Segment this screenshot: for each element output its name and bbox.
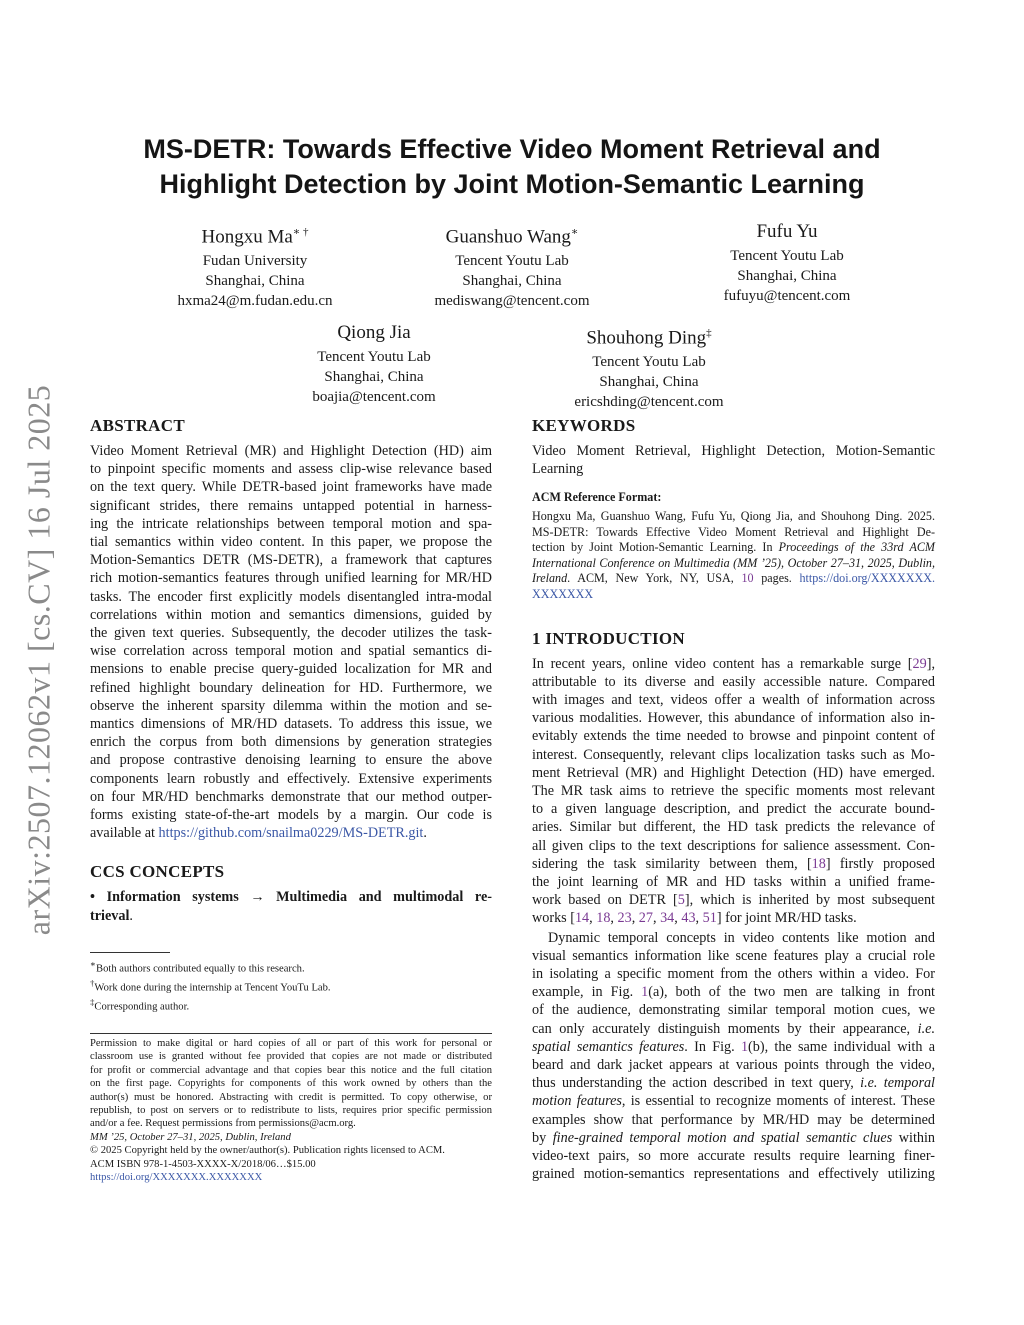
acm-ref-text: tection by Joint Motion-Semantic Learning. In [532, 540, 779, 555]
abstract-line: and propose contrastive denoising learning to ensure the above [90, 752, 492, 769]
author-affiliation: Tencent Youtu Lab [317, 349, 431, 365]
author-email[interactable]: mediswang@tencent.com [434, 293, 590, 310]
abstract-line: refined highlight boundary delineation for HD. Furthermore, we [90, 679, 492, 696]
abstract-line: mensions to enable precise query-guided localization for MR and [90, 661, 492, 678]
abstract-line: tasks. The encoder first explicitly models disentangled intra-modal [90, 588, 492, 605]
permission-rule [90, 1033, 492, 1034]
ccs-heading: CCS CONCEPTS [90, 862, 225, 882]
acm-ref-doi-link[interactable]: https://doi.org/XXXXXXX. [799, 571, 935, 586]
footnote-mark: ∗ [90, 959, 97, 969]
abstract-line: on four MR/HD benchmarks demonstrate that our method outper- [90, 788, 492, 805]
abstract-text: available at [90, 825, 159, 842]
permission-line: classroom use is granted without fee provided that copies are not made or distributed [90, 1051, 492, 1063]
permission-venue: MM ’25, October 27–31, 2025, Dublin, Ireland [90, 1131, 291, 1143]
footnote-mark: † [90, 977, 95, 988]
acm-ref-text: Proceedings of the 33rd ACM [778, 540, 935, 555]
title-line-2: Highlight Detection by Joint Motion-Semantic Learning [159, 169, 865, 199]
author-affiliation: Tencent Youtu Lab [455, 253, 569, 270]
acm-ref-doi-link-cont[interactable]: XXXXXXX [532, 586, 594, 601]
abstract-line: correlations within motion and semantics dimensions, guided by [90, 606, 492, 623]
acm-ref-line [532, 556, 935, 572]
footnote-text: Corresponding author. [94, 1001, 190, 1013]
footnote-text: Both authors contributed equally to this research. [96, 963, 305, 975]
intro-line: works [14, 18, 23, 27, 34, 43, 51] for joint MR/HD tasks. [532, 910, 857, 927]
acm-ref-text: . ACM, New York, NY, USA, [567, 571, 742, 586]
footnotes [90, 958, 492, 1014]
author-name: Qiong Jia [337, 322, 411, 343]
intro-line: examples show that performance by MR/HD may be determined [532, 1111, 935, 1128]
intro-line: visual semantics information like scene features play a crucial role [532, 947, 935, 964]
intro-line: with images and text, videos offer a wealth of information across [532, 691, 935, 708]
intro-line: thus understanding the action described in text query, i.e. temporal [532, 1075, 935, 1092]
author-location: Shanghai, China [599, 374, 699, 391]
intro-line: spatial semantics features. In Fig. 1(b), the same individual with a [532, 1038, 935, 1055]
intro-line: ment Retrieval (MR) and Highlight Detection (HD) have emerged. [532, 764, 935, 781]
intro-line: of the audience, demonstrating similar temporal motion cues, we [532, 1002, 935, 1019]
author-location: Shanghai, China [462, 273, 562, 290]
author-name: Fufu Yu [756, 221, 818, 242]
keywords-line: Learning [532, 461, 584, 478]
code-link[interactable]: https://github.com/snailma0229/MS-DETR.git [158, 825, 424, 842]
intro-line: sidering the task similarity between them, [18] firstly proposed [532, 855, 935, 872]
intro-line: in isolating a specific moment from the others within a video. For [532, 966, 935, 983]
intro-line: to a given language description, and predict the accurate bound- [532, 801, 935, 818]
permission-isbn: ACM ISBN 978-1-4503-XXXX-X/2018/06…$15.00 [90, 1158, 316, 1170]
author-block [387, 218, 637, 311]
left-column [90, 416, 492, 925]
author-block [524, 319, 774, 412]
footnote-rule [90, 952, 170, 953]
abstract-line: tial semantics within video content. In this paper, we propose the [90, 534, 492, 551]
paper-title [95, 132, 929, 202]
abstract-line: significant strides, there remains untapped potential in harness- [90, 497, 492, 514]
intro-line: grained motion-semantics representations and effectively utilizing [532, 1166, 935, 1183]
intro-line: beard and dark jacket appears at various points through the video, [532, 1057, 935, 1074]
acm-ref-text: pages. [753, 571, 800, 586]
author-mark: ‡ [706, 327, 712, 339]
abstract-last-line [90, 824, 492, 842]
intro-line: can only accurately distinguish moments by their appearance, i.e. [532, 1020, 935, 1037]
abstract-line: Motion-Semantics DETR (MS-DETR), a framework that captures [90, 552, 492, 569]
footnote [90, 977, 492, 995]
author-name: Shouhong Ding [586, 327, 707, 349]
abstract-line: observe the inherent sparsity dilemma within the motion and se- [90, 697, 492, 714]
abstract-line: enrich the corpus from both dimensions by generation strategies [90, 734, 492, 751]
abstract-body [90, 442, 492, 842]
intro-line: In recent years, online video content has a remarkable surge [29], [532, 655, 935, 672]
abstract-line: wise correlation across temporal motion and spatial semantics di- [90, 643, 492, 660]
intro-line: aries. Similar but different, the HD task predicts the relevance of [532, 819, 935, 836]
author-mark: ∗ [570, 226, 579, 238]
acm-ref-text: Ireland [532, 571, 568, 586]
acm-ref-line [532, 540, 935, 556]
title-line-1: MS-DETR: Towards Effective Video Moment Retrieval and [143, 134, 881, 164]
keywords-line: Video Moment Retrieval, Highlight Detection, Motion-Semantic [532, 443, 935, 459]
permission-doi-link[interactable]: https://doi.org/XXXXXXX.XXXXXXX [90, 1172, 263, 1184]
footnote [90, 996, 492, 1014]
permission-line: author(s) must be honored. Abstracting with credit is permitted. To copy otherwise, or [90, 1091, 492, 1103]
author-location: Shanghai, China [737, 268, 837, 284]
ccs-text: . [129, 907, 133, 924]
abstract-text: . [423, 825, 427, 842]
intro-para-1 [532, 655, 935, 928]
permission-block [90, 1037, 492, 1184]
intro-line: example, in Fig. 1(a), both of the two men are talking in front [532, 984, 935, 1001]
author-email[interactable]: hxma24@m.fudan.edu.cn [177, 293, 333, 310]
acm-ref-heading: ACM Reference Format: [532, 490, 662, 505]
intro-line: motion features, is essential to recognize moments of interest. These [532, 1093, 936, 1110]
permission-line: and/or a fee. Request permissions from permissions@acm.org. [90, 1118, 356, 1130]
author-email[interactable]: ericshding@tencent.com [574, 394, 724, 411]
right-column [532, 416, 935, 1183]
author-block [130, 218, 380, 311]
permission-line: Permission to make digital or hard copies of all or part of this work for personal or [90, 1038, 492, 1049]
acm-ref-line: Hongxu Ma, Guanshuo Wang, Fufu Yu, Qiong Jia, and Shouhong Ding. 2025. [532, 509, 935, 523]
arxiv-identifier: arXiv:2507.12062v1 [cs.CV] 16 Jul 2025 [20, 384, 57, 936]
intro-para-2 [532, 929, 935, 1184]
abstract-line: the given text queries. Subsequently, the decoder utilizes the task- [90, 625, 492, 642]
intro-line: attributable to its diverse and easily accessible nature. Compared [532, 673, 935, 690]
abstract-line: rich motion-semantics features through unified learning for MR/HD [90, 570, 492, 587]
intro-line: The MR task aims to retrieve the specific moments most relevant [532, 782, 935, 799]
footnote-mark: ‡ [90, 996, 95, 1007]
ccs-text: trieval [90, 907, 130, 924]
abstract-line: ing the intricate relationships between temporal motion and spa- [90, 515, 492, 532]
permission-line: on the first page. Copyrights for components of this work owned by others than the [90, 1078, 492, 1090]
intro-line: evitably extends the time needed to browse and pinpoint content of [532, 728, 935, 745]
intro-line: all given clips to the text descriptions for salience assessment. Con- [532, 837, 935, 854]
footnote-text: Work done during the internship at Tencent YouTu Lab. [94, 982, 331, 994]
arxiv-sidebar [8, 360, 70, 960]
ccs-line: • Information systems → Multimedia and multimodal re- [90, 889, 492, 906]
author-block [662, 218, 912, 306]
keywords-heading: KEYWORDS [532, 416, 636, 435]
author-email[interactable]: fufuyu@tencent.com [723, 288, 851, 304]
author-affiliation: Tencent Youtu Lab [592, 354, 706, 371]
acm-ref-pages-link[interactable]: 10 [741, 571, 754, 586]
intro-line: by fine-grained temporal motion and spatial semantic clues within [532, 1129, 936, 1146]
author-affiliation: Tencent Youtu Lab [730, 248, 844, 264]
author-affiliation: Fudan University [202, 253, 308, 270]
abstract-line: to pinpoint specific moments and assess clip-wise relevance based [90, 461, 492, 478]
acm-ref-line: MS-DETR: Towards Effective Video Moment Retrieval and Highlight De- [532, 524, 935, 539]
intro-line: interest. Consequently, relevant clips localization tasks such as Mo- [532, 746, 935, 763]
abstract-line: mantics dimensions of MR/HD datasets. To address this issue, we [90, 716, 492, 733]
author-name: Guanshuo Wang [445, 226, 571, 248]
acm-ref-text: International Conference on Multimedia (MM ’25), October 27–31, 2025, Dublin, [532, 555, 935, 570]
abstract-line: on the text query. While DETR-based joint frameworks have made [90, 479, 492, 496]
intro-line: various modalities. However, this abundance of information also in- [532, 710, 935, 727]
abstract-line: Video Moment Retrieval (MR) and Highlight Detection (HD) aim [90, 443, 492, 459]
intro-line: video-text pairs, so more accurate results require learning finer- [532, 1148, 935, 1165]
intro-line: the joint learning of MR and HD tasks within a unified frame- [532, 874, 935, 890]
permission-line: republish, to post on servers or to redistribute to lists, requires prior specific permission [90, 1105, 492, 1117]
author-location: Shanghai, China [324, 369, 424, 385]
acm-ref-line [532, 571, 935, 587]
permission-line: for profit or commercial advantage and that copies bear this notice and the full citation [90, 1064, 492, 1076]
abstract-line: components learn robustly and effectively. Extensive experiments [90, 770, 492, 787]
permission-copyright: © 2025 Copyright held by the owner/author(s). Publication rights licensed to ACM. [90, 1145, 445, 1157]
abstract-heading: ABSTRACT [90, 416, 185, 435]
author-name: Hongxu Ma [201, 226, 293, 248]
author-location: Shanghai, China [205, 273, 305, 290]
intro-line: work based on DETR [5], which is inherited by most subsequent [532, 892, 935, 909]
intro-line: Dynamic temporal concepts in video contents like motion and [548, 929, 935, 946]
abstract-line: forms existing state-of-the-art models by a margin. Our code is [90, 807, 492, 824]
footnote [90, 958, 492, 976]
author-block [249, 319, 499, 407]
ccs-line [90, 907, 492, 925]
author-email[interactable]: boajia@tencent.com [312, 389, 436, 405]
author-mark: ∗ † [292, 226, 309, 238]
intro-heading: 1 INTRODUCTION [532, 628, 685, 648]
